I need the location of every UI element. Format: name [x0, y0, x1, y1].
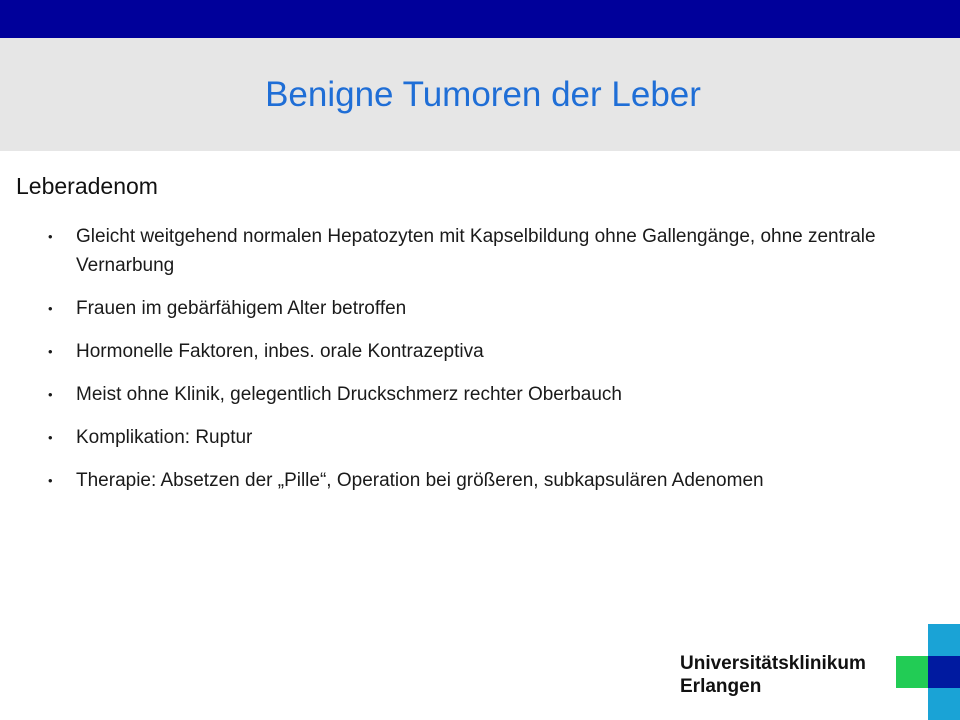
slide-title: Benigne Tumoren der Leber: [265, 75, 701, 114]
top-bar: [0, 0, 960, 38]
logo-block-cyan-bottom: [928, 688, 960, 720]
bullet-item: • Gleicht weitgehend normalen Hepatozyten mit Kapselbildung ohne Gallengänge, ohne zentrale Vernarbung: [48, 222, 908, 280]
logo-block-navy: [928, 656, 960, 688]
logo-block-cyan-top: [928, 624, 960, 656]
bullet-dot-icon: •: [48, 473, 53, 488]
logo-line-2: Erlangen: [680, 676, 762, 697]
logo-line-1: Universitätsklinikum: [680, 653, 866, 674]
bullet-dot-icon: •: [48, 301, 53, 316]
slide-subtitle: Leberadenom: [16, 173, 158, 199]
bullet-item: • Therapie: Absetzen der „Pille“, Operation bei größeren, subkapsulären Adenomen: [48, 466, 908, 495]
bullet-dot-icon: •: [48, 229, 53, 244]
bullet-item: • Meist ohne Klinik, gelegentlich Druckschmerz rechter Oberbauch: [48, 380, 908, 409]
bullet-dot-icon: •: [48, 430, 53, 445]
bullet-item: • Frauen im gebärfähigem Alter betroffen: [48, 294, 908, 323]
bullet-dot-icon: •: [48, 387, 53, 402]
logo-block-green: [896, 656, 928, 688]
university-logo-text: [680, 652, 866, 698]
bullet-dot-icon: •: [48, 344, 53, 359]
bullet-list: [48, 222, 908, 495]
bullet-item: • Komplikation: Ruptur: [48, 423, 908, 452]
bullet-item: • Hormonelle Faktoren, inbes. orale Kontrazeptiva: [48, 337, 908, 366]
